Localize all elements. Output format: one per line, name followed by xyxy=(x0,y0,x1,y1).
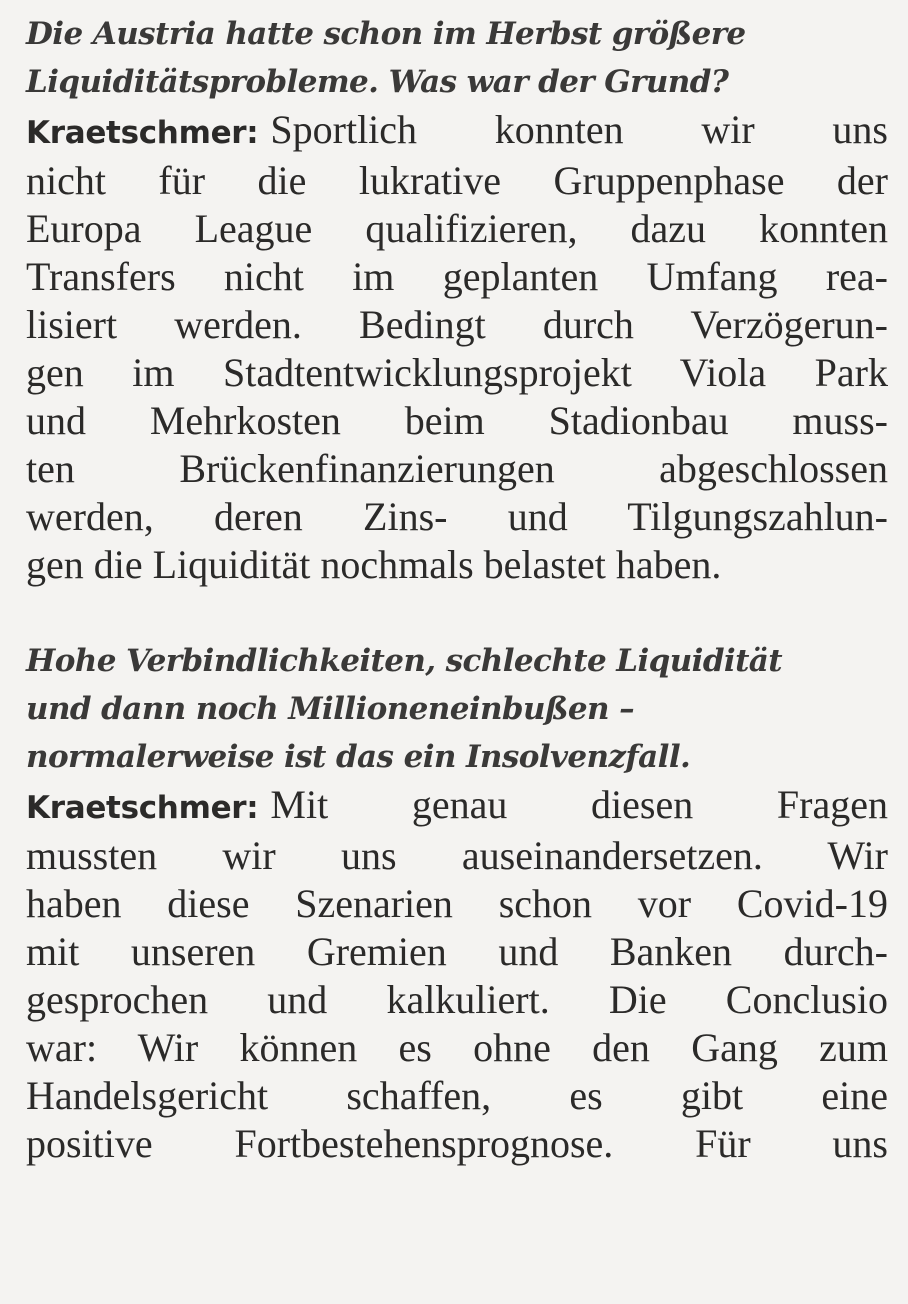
answer-line: Kraetschmer: Mit genau diesen Fragen xyxy=(26,782,888,827)
question-line: Hohe Verbindlichkeiten, schlechte Liquidität xyxy=(26,643,783,679)
answer-line: Kraetschmer: Sportlich konnten wir uns xyxy=(26,107,888,152)
paragraph-gap xyxy=(26,589,888,637)
answer-line: positive Fortbestehensprognose. Für uns xyxy=(26,1121,888,1166)
speaker-label: Kraetschmer: xyxy=(26,115,259,151)
answer-line: nicht für die lukrative Gruppenphase der xyxy=(26,158,888,203)
interview-block-2 xyxy=(26,637,888,1168)
answer-line: Transfers nicht im geplanten Umfang rea- xyxy=(26,254,888,299)
interview-answer xyxy=(26,106,888,589)
answer-line: lisiert werden. Bedingt durch Verzögerun- xyxy=(26,302,888,347)
article-text xyxy=(26,10,888,1168)
interview-question xyxy=(26,637,888,781)
question-line: und dann noch Millioneneinbußen – xyxy=(26,691,635,727)
answer-line: Europa League qualifizieren, dazu konnten xyxy=(26,206,888,251)
question-line: normalerweise ist das ein Insolvenzfall. xyxy=(26,739,691,775)
interview-block-1 xyxy=(26,10,888,589)
answer-line: gen im Stadtentwicklungsprojekt Viola Park xyxy=(26,350,888,395)
answer-line: werden, deren Zins- und Tilgungszahlun- xyxy=(26,494,888,539)
answer-line: war: Wir können es ohne den Gang zum xyxy=(26,1025,888,1070)
answer-line: gesprochen und kalkuliert. Die Conclusio xyxy=(26,977,888,1022)
answer-line: gen die Liquidität nochmals belastet haben. xyxy=(26,542,722,587)
interview-question xyxy=(26,10,888,106)
answer-line: haben diese Szenarien schon vor Covid-19 xyxy=(26,881,888,926)
answer-line: mit unseren Gremien und Banken durch- xyxy=(26,929,888,974)
answer-line: und Mehrkosten beim Stadionbau muss- xyxy=(26,398,888,443)
question-line: Die Austria hatte schon im Herbst größere xyxy=(26,16,746,52)
question-line: Liquiditätsprobleme. Was war der Grund? xyxy=(26,64,729,100)
answer-line: ten Brückenfinanzierungen abgeschlossen xyxy=(26,446,888,491)
answer-line: Handelsgericht schaffen, es gibt eine xyxy=(26,1073,888,1118)
interview-answer xyxy=(26,781,888,1168)
speaker-label: Kraetschmer: xyxy=(26,790,259,826)
answer-line: mussten wir uns auseinandersetzen. Wir xyxy=(26,833,888,878)
